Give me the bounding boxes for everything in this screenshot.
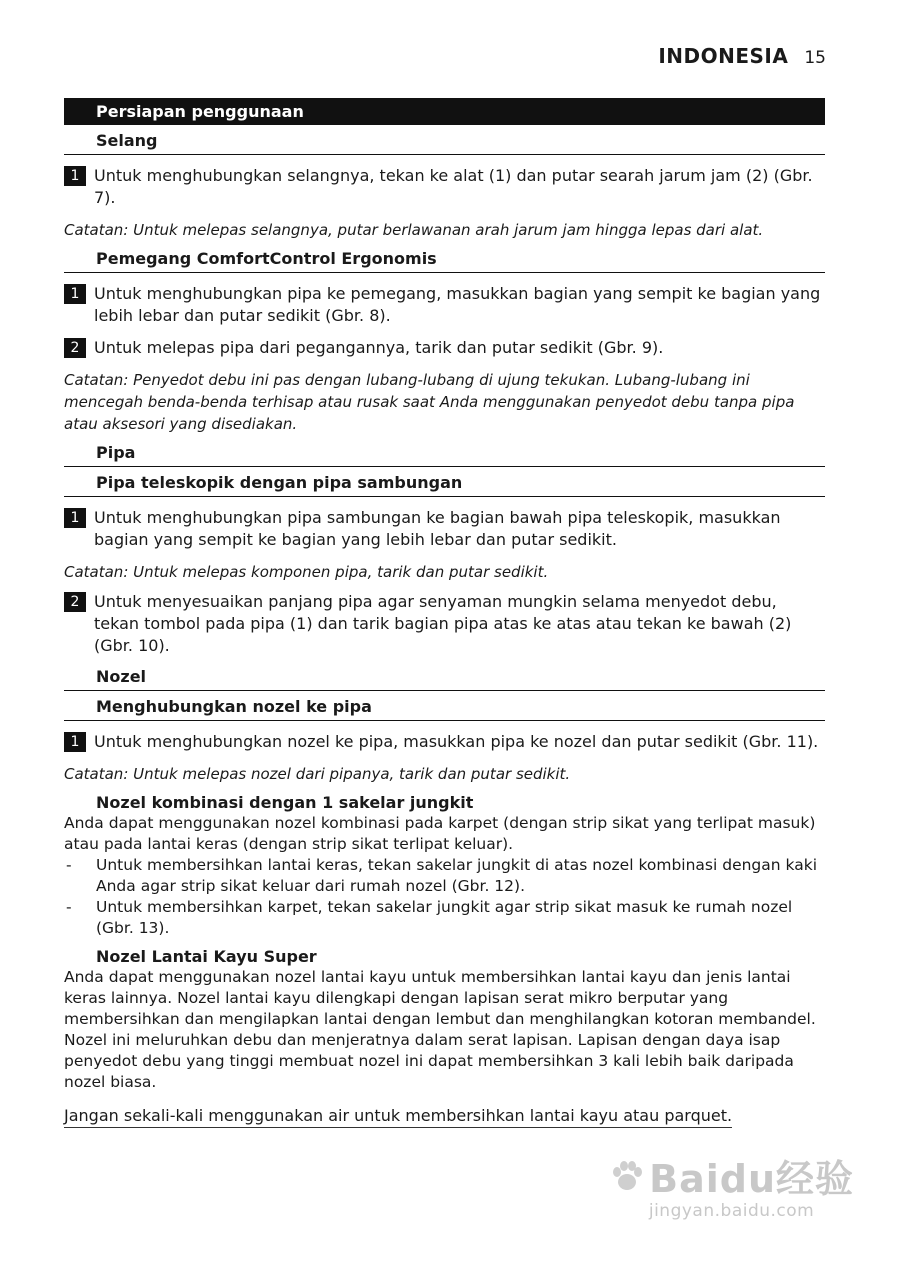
heading-nozel-kombinasi: Nozel kombinasi dengan 1 sakelar jungkit — [96, 793, 474, 812]
heading-nozel: Nozel — [64, 667, 825, 691]
baidu-watermark — [609, 1148, 854, 1221]
watermark-url: jingyan.baidu.com — [648, 1201, 815, 1221]
note-selang: Catatan: Untuk melepas selangnya, putar berlawanan arah jarum jam hingga lepas dari alat. — [64, 221, 764, 239]
step-number: 1 — [64, 508, 86, 528]
page-number: 15 — [804, 48, 826, 68]
heading-pipa: Pipa — [64, 443, 825, 467]
step-selang-1 — [64, 165, 825, 209]
note-pipa: Catatan: Untuk melepas komponen pipa, tarik dan putar sedikit. — [64, 563, 549, 581]
step-text: Untuk menghubungkan pipa ke pemegang, masukkan bagian yang sempit ke bagian yang lebih lebar dan putar sedikit (Gbr. 8). — [94, 284, 821, 325]
subheading-pipa-teleskopik: Pipa teleskopik dengan pipa sambungan — [64, 473, 825, 497]
page-header — [658, 44, 826, 68]
step-number: 1 — [64, 732, 86, 752]
bullet-dash: - — [66, 898, 72, 916]
step-text: Untuk menyesuaikan panjang pipa agar senyaman mungkin selama menyedot debu, tekan tombol pada pipa (1) dan tarik bagian pipa atas ke atas atau tekan ke bawah (2) (Gbr. 10). — [94, 592, 792, 655]
step-text: Untuk menghubungkan nozel ke pipa, masukkan pipa ke nozel dan putar sedikit (Gbr. 11). — [94, 732, 819, 751]
watermark-logo — [609, 1148, 854, 1203]
watermark-logo-text: Baidu经验 — [649, 1157, 854, 1201]
heading-pemegang: Pemegang ComfortControl Ergonomis — [64, 249, 825, 273]
bullet-text: Untuk membersihkan karpet, tekan sakelar jungkit agar strip sikat masuk ke rumah nozel (Gbr. 13). — [96, 898, 793, 937]
paragraph-nozel-kombinasi: Anda dapat menggunakan nozel kombinasi pada karpet (dengan strip sikat yang terlipat masuk) atau pada lantai keras (dengan strip sikat terlipat keluar). — [64, 814, 816, 853]
step-pipa-1 — [64, 507, 825, 551]
note-nozel: Catatan: Untuk melepas nozel dari pipanya, tarik dan putar sedikit. — [64, 765, 571, 783]
step-text: Untuk melepas pipa dari pegangannya, tarik dan putar sedikit (Gbr. 9). — [94, 338, 664, 357]
paragraph-nozel-lantai-kayu: Anda dapat menggunakan nozel lantai kayu untuk membersihkan lantai kayu dan jenis lantai keras lainnya. Nozel lantai kayu dilengkapi dengan lapisan serat mikro berputar yang membersihkan dan mengilapkan lantai dengan lembut dan menghilangkan kotoran membandel. Nozel ini meluruhkan debu dan menjeratnya dalam serat lapisan. Lapisan dengan daya isap penyedot debu yang tinggi membuat nozel ini dapat membersihkan 3 kali lebih baik daripada nozel biasa. — [64, 968, 816, 1091]
section-title: Persiapan penggunaan — [64, 98, 825, 125]
document-body — [64, 98, 825, 1128]
step-pemegang-1 — [64, 283, 825, 327]
bullet-karpet — [64, 897, 825, 939]
step-number: 2 — [64, 338, 86, 358]
step-pemegang-2 — [64, 337, 825, 359]
warning-text: Jangan sekali-kali menggunakan air untuk membersihkan lantai kayu atau parquet. — [64, 1105, 732, 1128]
step-nozel-1 — [64, 731, 825, 753]
step-text: Untuk menghubungkan pipa sambungan ke bagian bawah pipa teleskopik, masukkan bagian yang sempit ke bagian yang lebih lebar dan putar sedikit. — [94, 508, 781, 549]
note-pemegang: Catatan: Penyedot debu ini pas dengan lubang-lubang di ujung tekukan. Lubang-lubang ini mencegah benda-benda terhisap atau rusak saat Anda menggunakan penyedot debu tanpa pipa atau aksesori yang disediakan. — [64, 371, 795, 433]
bullet-lantai-keras — [64, 855, 825, 897]
bullet-text: Untuk membersihkan lantai keras, tekan sakelar jungkit di atas nozel kombinasi dengan kaki Anda agar strip sikat keluar dari rumah nozel (Gbr. 12). — [96, 856, 818, 895]
step-text: Untuk menghubungkan selangnya, tekan ke alat (1) dan putar searah jarum jam (2) (Gbr. 7). — [94, 166, 813, 207]
step-pipa-2 — [64, 591, 825, 657]
language-label: INDONESIA — [658, 44, 789, 68]
step-number: 1 — [64, 284, 86, 304]
heading-selang: Selang — [64, 131, 825, 155]
step-number: 1 — [64, 166, 86, 186]
step-number: 2 — [64, 592, 86, 612]
subheading-menghubungkan-nozel: Menghubungkan nozel ke pipa — [64, 697, 825, 721]
heading-nozel-lantai-kayu: Nozel Lantai Kayu Super — [96, 947, 317, 966]
paw-icon — [609, 1158, 645, 1194]
bullet-dash: - — [66, 856, 72, 874]
